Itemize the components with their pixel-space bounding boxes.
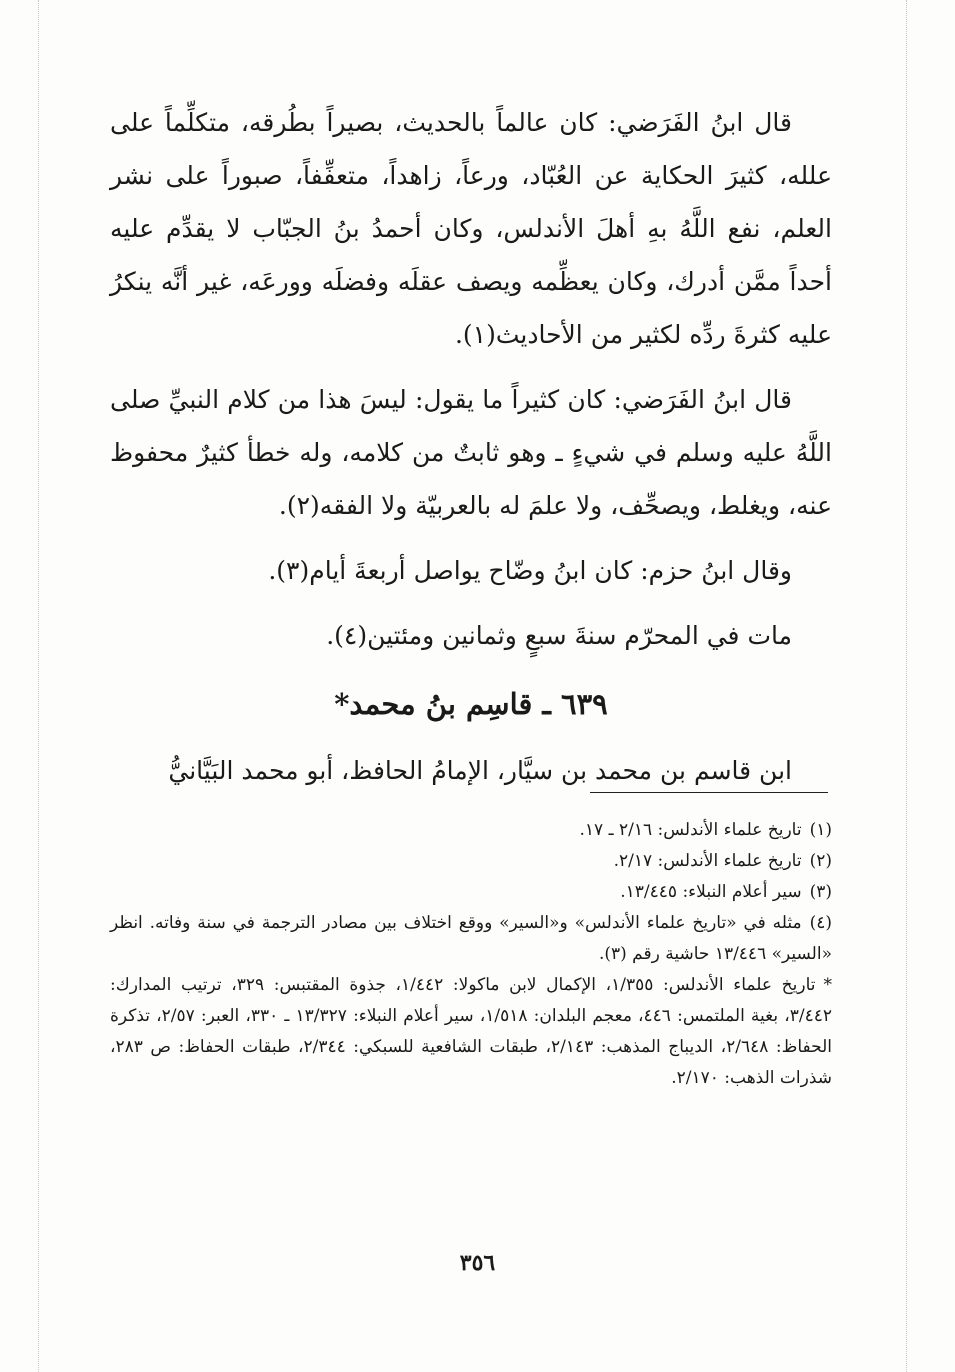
footnote-number: (٤) xyxy=(809,913,832,933)
entry-paragraph: ابن قاسم بن محمد بن سيَّار، الإمامُ الحافظ، أبو محمد البَيَّانيُّ xyxy=(168,756,792,785)
footnote-divider xyxy=(590,792,828,793)
footnote-number: (٣) xyxy=(809,882,832,902)
footnotes xyxy=(110,815,832,1094)
paragraph-2: قال ابنُ الفَرَضي: كان كثيراً ما يقول: ليسَ هذا من كلام النبيِّ صلى اللَّهُ عليه وسلم في شيءٍ ـ وهو ثابتٌ من كلامه، وله خطأ كثيرٌ محفوظ عنه، ويغلط، ويصحِّف، ولا علمَ له بالعربيّة ولا الفقه(٢). xyxy=(110,385,832,520)
paragraph-1: قال ابنُ الفَرَضي: كان عالماً بالحديث، بصيراً بطُرقه، متكلِّماً على علله، كثيرَ الحكاية عن العُبّاد، ورعاً، زاهداً، متعفِّفاً، صبوراً على نشر العلم، نفع اللَّهُ بهِ أهلَ الأندلس، وكان أحمدُ بنُ الجبّاب لا يقدِّم عليه أحداً ممَّن أدرك، وكان يعظِّمه ويصف عقلَه وفضلَه وورعَه، غير أنَّه ينكرُ عليه كثرةَ ردِّه لكثير من الأحاديث(١). xyxy=(110,108,832,349)
footnote-text: مثله في «تاريخ علماء الأندلس» و«السير» ووقع اختلاف بين مصادر الترجمة في سنة وفاته. انظر «السير» ١٣/٤٤٦ حاشية رقم (٣). xyxy=(110,913,832,964)
footnote-2 xyxy=(110,846,832,877)
footnote-text: تاريخ علماء الأندلس: ٢/١٦ ـ ١٧. xyxy=(579,820,802,840)
paragraph-4: مات في المحرّم سنةَ سبعٍ وثمانين ومئتين(٤). xyxy=(326,621,792,650)
page-number: ٣٥٦ xyxy=(459,1250,496,1276)
footnote-text: تاريخ علماء الأندلس: ٢/١٧. xyxy=(613,851,802,871)
footnote-text: سير أعلام النبلاء: ١٣/٤٤٥. xyxy=(620,882,802,902)
right-margin-dots xyxy=(906,0,907,1372)
footnote-3 xyxy=(110,877,832,908)
footnote-number: (٢) xyxy=(809,851,832,871)
footnote-sources xyxy=(110,970,832,1094)
main-text xyxy=(110,96,832,797)
footnote-star: * xyxy=(823,975,832,995)
entry-heading: ٦٣٩ ـ قاسِم بنُ محمد* xyxy=(334,687,608,721)
footnote-text: تاريخ علماء الأندلس: ١/٣٥٥، الإكمال لابن ماكولا: ١/٤٤٢، جذوة المقتبس: ٣٢٩، ترتيب المدارك: ٣/٤٤٢، بغية الملتمس: ٤٤٦، معجم البلدان: ١/٥١٨، سير أعلام النبلاء: ١٣/٣٢٧ ـ ٣٣٠، العبر: ٢/٥٧، تذكرة الحفاظ: ٢/٦٤٨، الديباج المذهب: ٢/١٤٣، طبقات الشافعية للسبكي: ٢/٣٤٤، طبقات الحفاظ: ص ٢٨٣، شذرات الذهب: ٢/١٧٠. xyxy=(110,975,832,1088)
footnote-4 xyxy=(110,908,832,970)
footnote-number: (١) xyxy=(809,820,832,840)
footnote-1 xyxy=(110,815,832,846)
left-margin-dots xyxy=(38,0,39,1372)
paragraph-3: وقال ابنُ حزم: كان ابنُ وضّاح يواصل أربعةَ أيام(٣). xyxy=(268,556,792,585)
